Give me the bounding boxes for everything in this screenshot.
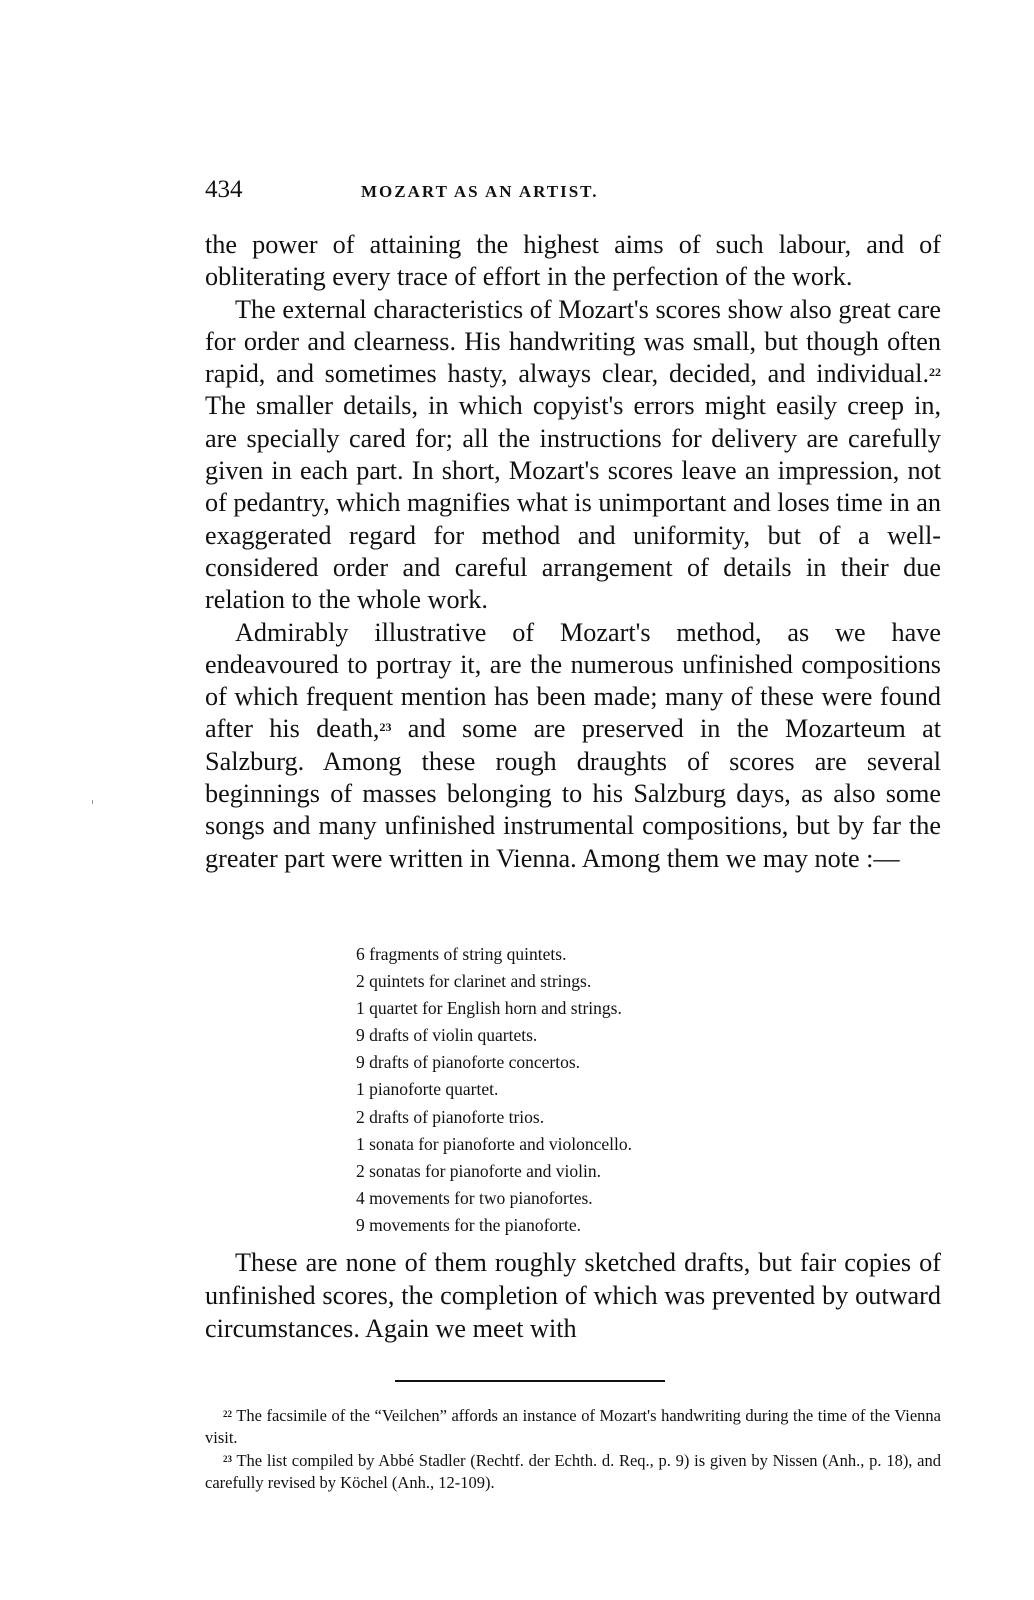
compositions-list — [356, 941, 632, 1239]
list-item: 4 movements for two pianofortes. — [356, 1187, 593, 1208]
paragraph-text: the power of attaining the highest aims of such labour, and of obliterating every trace of effort in the perfection of the work. — [205, 230, 941, 292]
closing-paragraph: These are none of them roughly sketched drafts, but fair copies of unfinished scores, the completion of which was prevented by outward circumstances. Again we meet with — [205, 1248, 941, 1343]
footnote-22 — [205, 1405, 941, 1449]
list-item: 9 movements for the pianoforte. — [356, 1214, 582, 1235]
list-item: 2 drafts of pianoforte trios. — [356, 1106, 545, 1127]
list-item: 9 drafts of pianoforte concertos. — [356, 1052, 581, 1073]
paragraph-text: Admirably illustrative of Mozart's method, as we have endeavoured to portray it, are the numerous unfinished compositions of which frequent mention has been made; many of these were found after his death, — [205, 617, 941, 744]
list-item: 2 quintets for clarinet and strings. — [356, 971, 592, 992]
footnotes — [205, 1405, 941, 1495]
list-item: 6 fragments of string quintets. — [356, 944, 567, 964]
list-item: 1 quartet for English horn and strings. — [356, 998, 622, 1019]
footnote-text: The list compiled by Abbé Stadler (Rechtf. der Echth. d. Req., p. 9) is given by Nissen (Anh., p. 18), and carefully revised by Köchel (Anh., 12-109). — [205, 1451, 942, 1492]
footnote-ref-23[interactable]: 23 — [379, 720, 392, 735]
margin-mark — [92, 800, 93, 804]
footnote-ref-22[interactable]: 22 — [929, 365, 941, 380]
main-text — [205, 229, 941, 875]
paragraph-scores-characteristics — [205, 294, 941, 617]
closing-text — [205, 1246, 941, 1345]
list-item: 2 sonatas for pianoforte and violin. — [356, 1160, 601, 1181]
footnote-marker: 22 — [223, 1409, 232, 1419]
paragraph-continuation — [205, 229, 941, 294]
paragraph-text: and some are preserved in the Mozarteum at Salzburg. Among these rough draughts of scores are several beginnings of masses belonging to his Salzburg days, as also some songs and many unfinished instrumental compositions, but by far the greater part were written in Vienna. Among them we may note :— — [205, 714, 942, 873]
page-header — [205, 176, 945, 206]
list-item: 9 drafts of violin quartets. — [356, 1025, 538, 1046]
paragraph-unfinished-compositions — [205, 617, 941, 875]
list-item: 1 sonata for pianoforte and violoncello. — [356, 1133, 633, 1154]
list-item: 1 pianoforte quartet. — [356, 1079, 499, 1100]
footnote-marker: 23 — [223, 1454, 232, 1464]
running-head: MOZART AS AN ARTIST. — [361, 182, 599, 201]
paragraph-text: The external characteristics of Mozart's scores show also great care for order and clearness. His handwriting was small, but though often rapid, and sometimes hasty, always clear, decided, and individual. — [205, 294, 941, 389]
footnote-divider — [395, 1380, 665, 1382]
footnote-23 — [205, 1450, 941, 1494]
paragraph-text: The smaller details, in which copyist's errors might easily creep in, are specially cared for; all the instructions for delivery are carefully given in each part. In short, Mozart's scores leave an impression, not of pedantry, which magnifies what is unimportant and loses time in an exaggerated regard for method and uniformity, but of a well-considered order and careful arrangement of details in their due relation to the whole work. — [205, 391, 941, 615]
footnote-text: The facsimile of the “Veilchen” affords an instance of Mozart's handwriting during the time of the Vienna visit. — [205, 1406, 942, 1447]
page-number: 434 — [205, 176, 243, 203]
